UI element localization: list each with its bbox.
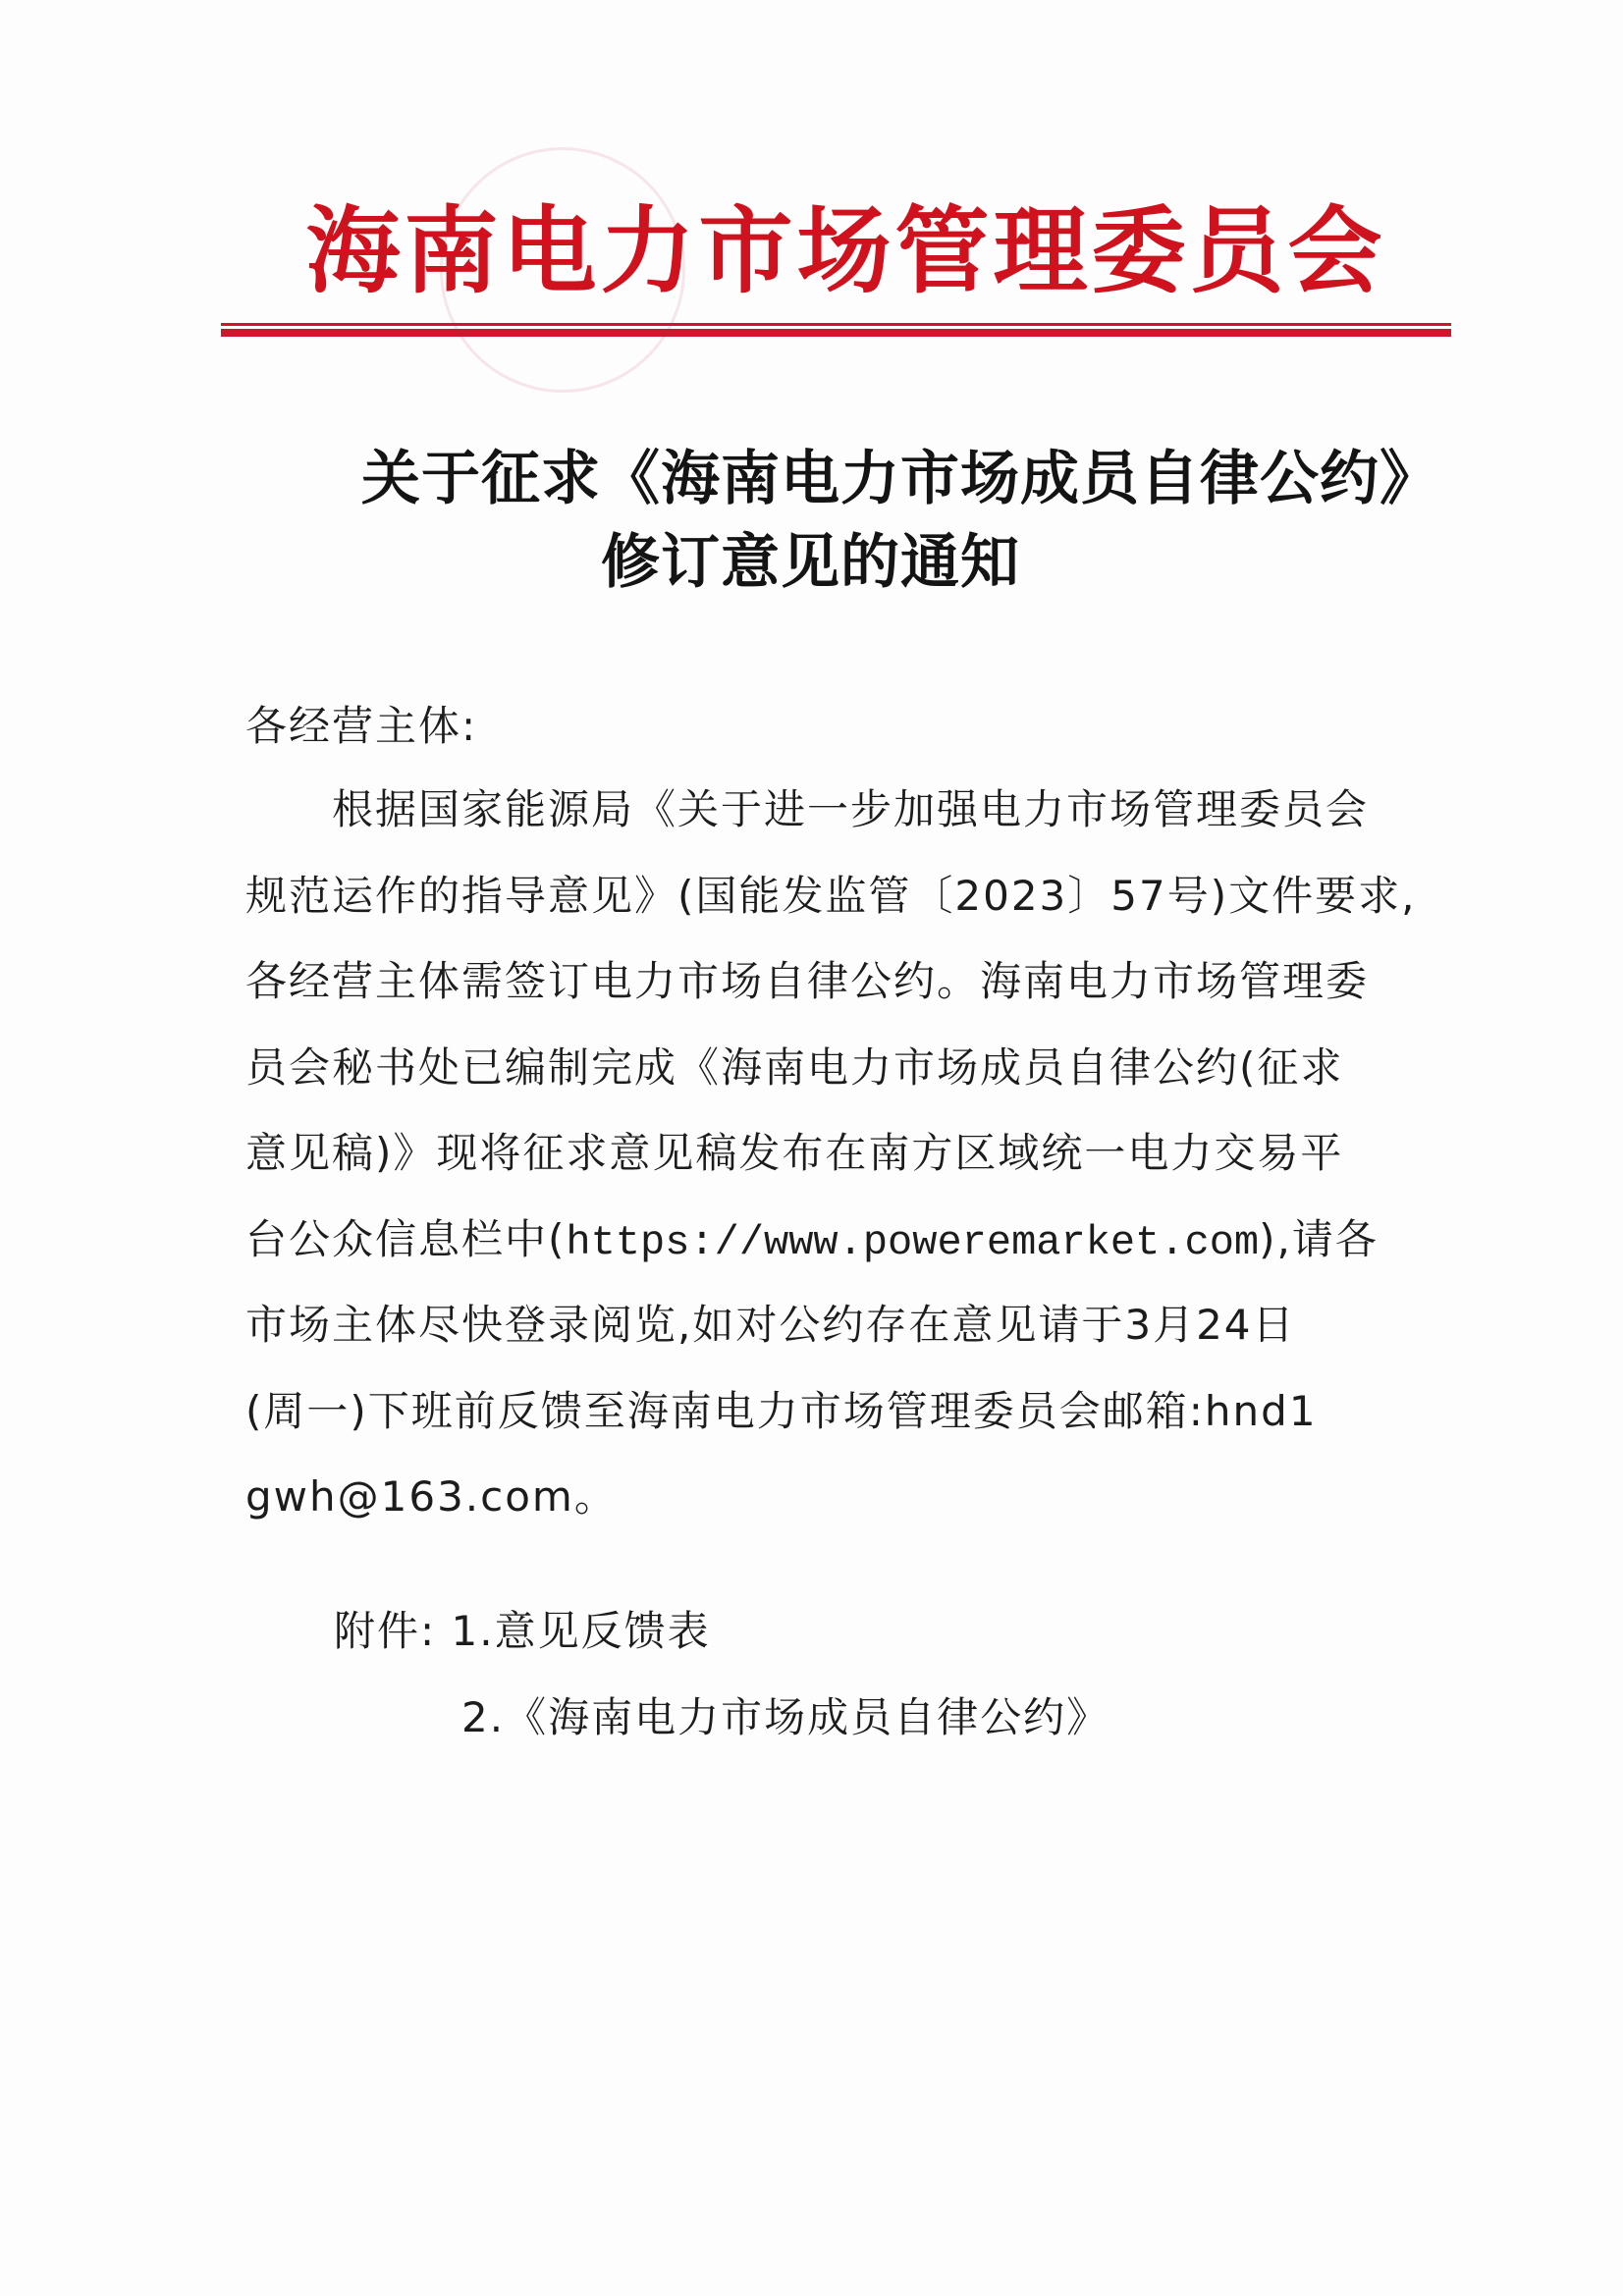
- letterhead-divider-thin: [221, 323, 1451, 326]
- letterhead-org-name: 海南电力市场管理委员会: [305, 196, 1386, 306]
- body-paragraph-line: 市场主体尽快登录阅览,如对公约存在意见请于3月24日: [245, 1301, 1296, 1349]
- body-paragraph-line: 根据国家能源局《关于进一步加强电力市场管理委员会: [332, 785, 1370, 833]
- document-title-line-2: 修订意见的通知: [601, 528, 1020, 597]
- attachment-line-1: [334, 1604, 711, 1659]
- attachment-label: 附件:: [334, 1607, 437, 1655]
- body-paragraph-line: 规范运作的指导意见》(国能发监管〔2023〕57号)文件要求,: [245, 872, 1417, 920]
- attachment-line-2: [461, 1690, 1109, 1745]
- body-paragraph-line-with-email: (周一)下班前反馈至海南电力市场管理委员会邮箱:hnd1: [245, 1387, 1318, 1435]
- letterhead-divider-thick: [221, 329, 1451, 337]
- attachment-item: 2.《海南电力市场成员自律公约》: [461, 1693, 1110, 1741]
- document-title-line-1: 关于征求《海南电力市场成员自律公约》: [361, 445, 1439, 513]
- body-paragraph-line: 员会秘书处已编制完成《海南电力市场成员自律公约(征求: [245, 1043, 1344, 1092]
- attachment-item: 1.意见反馈表: [451, 1607, 711, 1655]
- body-text: 台公众信息栏中(: [245, 1215, 567, 1263]
- body-paragraph-line-with-url: [245, 1212, 1379, 1270]
- body-paragraph-line: 意见稿)》现将征求意见稿发布在南方区域统一电力交易平: [245, 1129, 1344, 1177]
- salutation: 各经营主体:: [245, 702, 478, 750]
- body-text: ),请各: [1259, 1215, 1379, 1263]
- body-paragraph-line-email-end: gwh@163.com。: [245, 1472, 618, 1521]
- body-paragraph-line: 各经营主体需签订电力市场自律公约。海南电力市场管理委: [245, 957, 1370, 1005]
- platform-url-link[interactable]: https://www.poweremarket.com: [566, 1219, 1260, 1266]
